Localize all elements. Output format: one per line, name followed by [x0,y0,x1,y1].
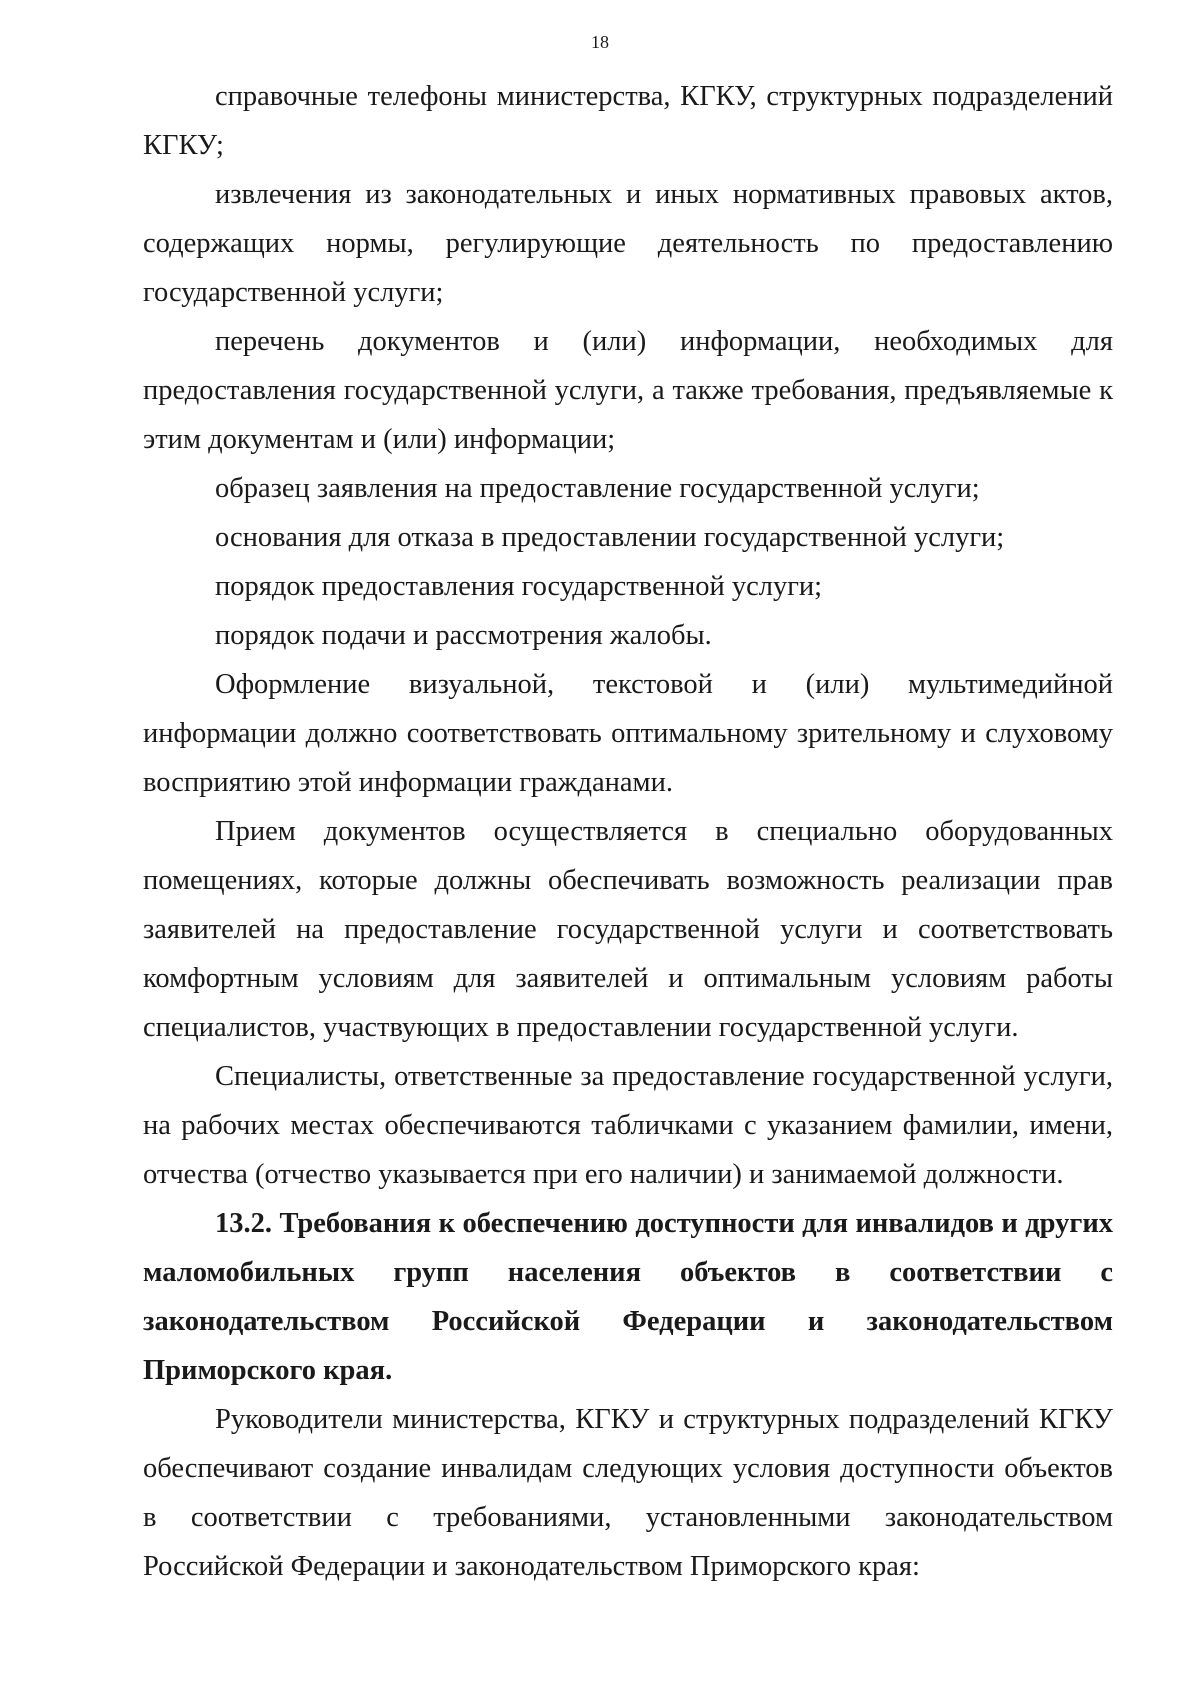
document-body [143,72,1113,1591]
paragraph-legal-extracts: извлечения из законодательных и иных нормативных правовых актов, содержащих нормы, регулирующие деятельность по предоставлению государственной услуги; [143,179,1113,308]
paragraph-information-design: Оформление визуальной, текстовой и (или) мультимедийной информации должно соответствовать оптимальному зрительному и слуховому восприятию этой информации гражданами. [143,669,1113,798]
page-number: 18 [591,32,609,52]
paragraph-service-procedure: порядок предоставления государственной услуги; [215,571,823,602]
section-heading-13-2: 13.2. Требования к обеспечению доступности для инвалидов и других маломобильных групп населения объектов в соответствии с законодательством Российской Федерации и законодательством Приморского края. [143,1208,1113,1386]
paragraph-refusal-grounds: основания для отказа в предоставлении государственной услуги; [215,522,1005,553]
paragraph-document-list: перечень документов и (или) информации, необходимых для предоставления государственной услуги, а также требования, предъявляемые к этим документам и (или) информации; [143,326,1113,455]
paragraph-document-reception: Прием документов осуществляется в специально оборудованных помещениях, которые должны обеспечивать возможность реализации прав заявителей на предоставление государственной услуги и соответствовать комфортным условиям для заявителей и оптимальным условиям работы специалистов, участвующих в предоставлении государственной услуги. [143,816,1113,1043]
paragraph-reference-phones: справочные телефоны министерства, КГКУ, структурных подразделений КГКУ; [143,81,1113,161]
paragraph-managers-obligations: Руководители министерства, КГКУ и структурных подразделений КГКУ обеспечивают создание инвалидам следующих условия доступности объектов в соответствии с требованиями, установленными законодательством Российской Федерации и законодательством Приморского края: [143,1404,1113,1582]
paragraph-specialists-badges: Специалисты, ответственные за предоставление государственной услуги, на рабочих местах обеспечиваются табличками с указанием фамилии, имени, отчества (отчество указывается при его наличии) и занимаемой должности. [143,1061,1113,1190]
paragraph-complaint-procedure: порядок подачи и рассмотрения жалобы. [215,620,712,651]
paragraph-application-sample: образец заявления на предоставление государственной услуги; [215,473,980,504]
